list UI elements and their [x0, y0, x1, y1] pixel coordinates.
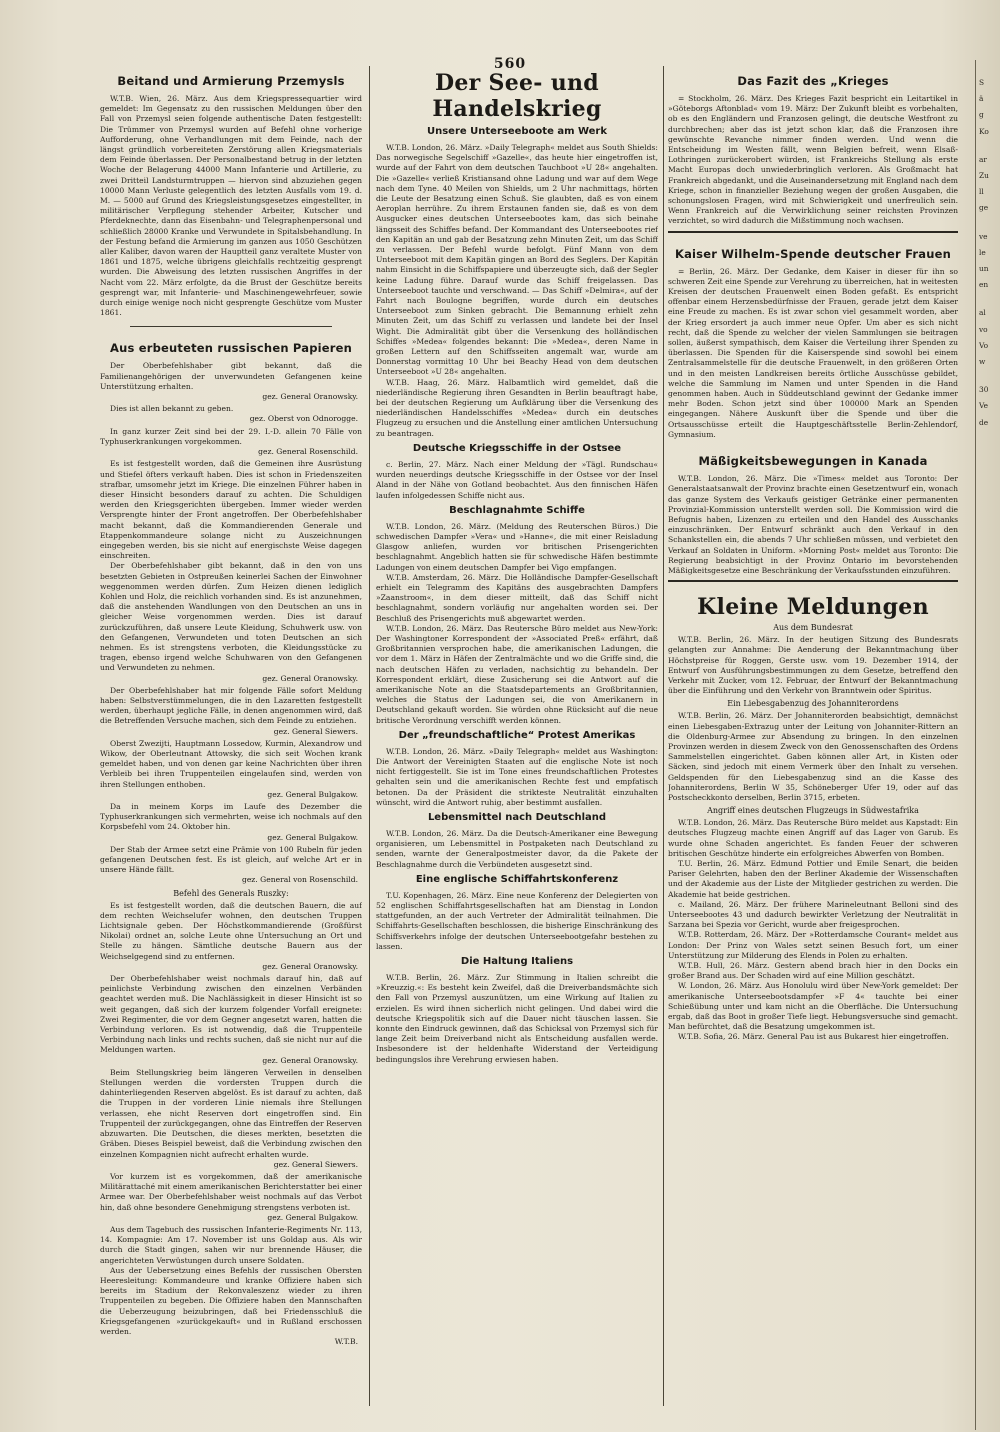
column-rule-2 [663, 66, 664, 1406]
section-heading: Ein Liebesgabenzug des Johanniterordens [727, 699, 899, 709]
article-paragraph: W.T.B. Sofia, 26. März. General Pau ist aus Bukarest hier eingetroffen. [678, 1032, 949, 1042]
edge-fragment: S [979, 78, 985, 87]
article-paragraph: Beim Stellungskrieg beim längeren Verweilen in denselben Stellungen werden die vordersten Truppen durch die dahinterliegenden Reserven abgelöst. Es ist darauf zu achten, daß die Truppen in der vorderen Linie niemals ihre Stellungen verlassen, ehe nicht Reserven dort eingetroffen sind. Ein Truppenteil der zurückgegangen, ohne das Eintreffen der Reserven abzuwarten. Die Deutschen, die dieses merkten, besetzten die Gräben. Dieses Beispiel beweist, daß die Verbindung zwischen den einzelnen Kompagnien nicht aufrecht erhalten wurde. [100, 1067, 362, 1159]
article-paragraph: W.T.B. Amsterdam, 26. März. Die Holländische Dampfer-Gesellschaft erhielt ein Telegramm des Kapitäns des ausgebrachten Dampfers »Zaanstroom«, in dem dieser mitteilt, daß das Schiff nicht beschlagnahmt, sondern vorläufig nur angehalten worden sei. Der Beschluß des Prisengerichts muß abgewartet werden. [376, 572, 658, 623]
article-paragraph: Da in meinem Korps im Laufe des Dezember die Typhuserkrankungen sich vermehrten, weise ich nochmals auf den Korpsbefehl vom 24. Oktober hin. [100, 802, 362, 832]
article-paragraph: Aus dem Tagebuch des russischen Infanterie-Regiments Nr. 113, 14. Kompagnie: Am 17. November ist uns Goldap aus. Als wir durch die Stadt gingen, sahen wir nur brennende Häuser, die angerichteten Verwüstungen durch unsere Soldaten. [100, 1224, 362, 1265]
edge-fragment: ä [979, 94, 984, 104]
column-4-edge [975, 60, 1000, 1430]
edge-fragment: vo [979, 324, 988, 334]
headline-kanada: Mäßigkeitsbewegungen in Kanada [698, 454, 928, 469]
headline-kaiser-spende: Kaiser Wilhelm-Spende deutscher Frauen [674, 246, 952, 261]
article-paragraph: W.T.B. London, 26. März. »Daily Telegraph« meldet aus South Shields: Das norwegische Segelschiff »Gazelle«, das heute hier eingetroffen ist, wurde auf der Fahrt von dem deutschen Tauchboot »U 28« angehalten. Die »Gazelle« verließ Kristiansand ohne Ladung und war auf dem Wege nach dem Tyne. 40 Meilen von Shields, um 2 Uhr nachmittags, hörten die Leute der Besatzung einen Schuß. Sie glaubten, daß es von einem Aeroplan herrühre. Zu ihrem Erstaunen fanden sie, daß es von dem Ausgucker eines deutschen Unterseebootes kam, das sich beinahe längsseit des Schiffes befand. Der Kommandant des Unterseebootes rief den Kapitän an und gab der Besatzung zehn Minuten Zeit, um das Schiff zu verlassen. Der Befehl wurde befolgt. Fünf Mann von dem Unterseeboot mit dem Kapitän gingen an Bord des Seglers. Der Kapitän nahm Einsicht in die Schiffspapiere und überzeugte sich, daß der Segler keine Ladung führe. Darauf wurde das Schiff freigelassen. Das Unterseeboot tauchte und verschwand. — Das Schiff »Delmira«, auf der Fahrt nach Boulogne begriffen, wurde durch ein deutsches Unterseeboot zum Sinken gebracht. Die Bemannung erhielt zehn Minuten Zeit, um das Schiff zu verlassen und landete bei der Insel Wight. Die Admiralität gibt über die Versenkung des holländischen Schiffes »Medea« folgendes bekannt: Die »Medea«, deren Name in großen Lettern auf den Schiffsseiten angemalt war, wurde am Donnerstag vormittag 10 Uhr bei Beachy Head von dem deutschen Unterseeboot »U 28« angehalten. [376, 143, 658, 377]
headline-fazit: Das Fazit des „Krieges [737, 74, 889, 88]
edge-fragment: al [979, 308, 986, 318]
article-paragraph: W.T.B. London, 26. März. Da die Deutsch-Amerikaner eine Bewegung organisieren, um Lebensmittel in Postpaketen nach Deutschland zu senden, warnte der Generalpostmeister davor, da die Pakete der Beschlagnahme durch die Verbündeten ausgesetzt sind. [376, 828, 658, 869]
article-paragraph: W.T.B. London, 26. März. (Meldung des Reuterschen Büros.) Die schwedischen Dampfer »Vera« und »Hanne«, die mit einer Reisladung Glasgow anliefen, wurden vor britischen Prisengerichten beschlagnahmt. Angeblich hatten sie für schwedische Häfen bestimmte Ladungen von einem deutschen Dampfer bei Vigo empfangen. [376, 521, 658, 572]
headline-kleine-meldungen: Kleine Meldungen [697, 594, 929, 621]
article-paragraph: = Stockholm, 26. März. Des Krieges Fazit bespricht ein Leitartikel in »Göteborgs Aftonblad« vom 19. März: Der Zukunft bleibt es vorbehalten, ob es den Engländern und Franzosen gelingt, die deutsche Westfront zu durchbrechen; aber das ist jetzt schon klar, daß die Franzosen ihre gewünschte Revanche nimmer finden werden. Und wenn die Entscheidung im Westen fällt, wenn Belgien befreit, wenn Elsaß-Lothringen zurückerobert würden, ist Frankreichs Stellung als erste Macht Europas doch unwiederbringlich verloren. Als Großmacht hat Frankreich abgedankt, und die Auseinandersetzung mit England nach dem Kriege, schon in finanzieller Beziehung wegen der großen Ausgaben, die schonungslosen Fragen, wird mit Schwierigkeit und unerfreulich sein. Wenn Frankreich auf die Verwirklichung seiner reichsten Provinzen verzichtet, so wird dadurch die Mißstimmung noch wachsen. [668, 94, 958, 226]
signature: gez. Oberst von Odnorogge. [249, 414, 358, 424]
edge-fragment: 30 [979, 385, 989, 395]
edge-fragment: w [979, 357, 986, 367]
column-rule-1 [369, 66, 370, 1406]
main-headline: Der See- und Handelskrieg [432, 70, 602, 122]
article-paragraph: W.T.B. London, 26. März. Die »Times« meldet aus Toronto: Der Generalstaatsanwalt der Provinz brachte einen Gesetzentwurf ein, wonach das ganze System des Verkaufs geistiger Getränke einer permanenten Provinzial-Kommission unterstellt werden soll. Die Kommission wird die Befugnis haben, Lizenzen zu erteilen und den Handel des Ausschanks einzuschränken. Der Entwurf schränkt auch den Verkauf in den Schankstellen ein, die abends 7 Uhr schließen müssen, und verbietet den Verkauf an Soldaten in Uniform. »Morning Post« meldet aus Toronto: Die Regierung beabsichtigt in der Provinz Ontario im bevorstehenden Mäßigkeitsgesetze eine Beschränkung der Verkaufsstunden einzuführen. [668, 474, 958, 575]
edge-fragment: un [979, 264, 989, 274]
signature: gez. General Siewers. [273, 1159, 358, 1169]
article-paragraph: W.T.B. Berlin, 26. März. Zur Stimmung in Italien schreibt die »Kreuzzig.«: Es besteht kein Zweifel, daß die Dreiverbandsmächte sich den Fall von Przemysl auszunützen, um eine Wirkung auf Italien zu erzielen. Es wird ihnen sicherlich nicht gelingen. Und dabei wird die deutsche Kriegspolitik sich auf die Dauer nicht täuschen lassen. Sie konnte den Eindruck gewinnen, daß das Schicksal von Przemysl sich für lange Zeit beim Dreiverband nicht als Entscheidung ausfallen werde. Insbesondere ist der heldenhafte Widerstand der Verteidigung bedingungslos ihre Verehrung erwiesen haben. [376, 973, 658, 1064]
edge-fragment: en [979, 280, 989, 290]
article-paragraph: W.T.B. Rotterdam, 26. März. Der »Rotterdamsche Courant« meldet aus London: Der Prinz von Wales setzt seinen Besuch fort, um einer Unterstützung zur Milderung des Elends in Polen zu erhalten. [668, 930, 958, 960]
article-paragraph: c. Mailand, 26. März. Der frühere Marineleutnant Belloni sind des Unterseebootes 43 und dadurch bewirkter Verletzung der Neutralität in Sarzana bei Spezia vor Gericht, wurde aber freigesprochen. [668, 899, 958, 930]
edge-fragment: Ko [979, 126, 989, 136]
article-paragraph: In ganz kurzer Zeit sind bei der 29. I.-D. allein 70 Fälle von Typhuserkrankungen vorgekommen. [100, 426, 362, 446]
article-paragraph: Der Oberbefehlshaber hat mir folgende Fälle sofort Meldung haben: Selbstverstümmelungen, die in den Lazaretten festgestellt werden, überhaupt jegliche Fälle, in denen angenommen wird, daß die Betreffenden Versuche machen, sich dem Feinde zu entziehen. [100, 685, 362, 726]
article-paragraph: Vor kurzem ist es vorgekommen, daß der amerikanische Militärattaché mit einem amerikanischen Berichterstatter bei einer Armee war. Der Oberbefehlshaber weist nochmals auf das Verbot hin, daß ohne besondere Genehmigung strengstens verboten ist. [100, 1171, 362, 1212]
article-paragraph: W.T.B. Hull, 26. März. Gestern abend brach hier in den Docks ein großer Brand aus. Der Schaden wird auf eine Million geschätzt. [668, 961, 958, 981]
edge-fragment: ll [979, 187, 984, 197]
edge-text-lines [976, 78, 1000, 428]
article-paragraph: Der Oberbefehlshaber weist nochmals darauf hin, daß auf peinlichste Verbindung zwischen den einzelnen Verbänden geachtet werden muß. Die Nachlässigkeit in dieser Hinsicht ist so weit gegangen, daß sich der kurzem folgender Vorfall ereignete: Zwei Regimenter, die vor dem Gegner angesetzt waren, hatten die Verbindung verloren. Es ist notwendig, daß die Truppenteile Verbindung nach links und rechts suchen, daß sie nicht nur auf die Meldungen warten. [100, 974, 362, 1055]
subheadline: Der „freundschaftliche“ Protest Amerikas [398, 729, 636, 741]
section-heading: Angriff eines deutschen Flugzeugs in Südwestafrika [707, 806, 919, 816]
article-paragraph: = Berlin, 26. März. Der Gedanke, dem Kaiser in dieser für ihn so schweren Zeit eine Spende zur Verehrung zu überreichen, hat in weitesten Kreisen der deutschen Frauenwelt einen Boden gefaßt. Es entspricht offenbar einem Herzensbedürfnisse der Frauen, gerade jetzt dem Kaiser eine Freude zu machen. Es ist zwar schon viel gesammelt worden, aber der Krieg ersordert ja auch immer neue Opfer. Um aber es sich nicht recht, daß die Spende zu welcher der vielen Sammlungen sie beitragen sollen, äußerst sympathisch, dem Kaiser die Verteilung ihrer Spenden zu überlassen. Die Spenden für die Kaiserspende sind sowohl bei einem Zentralsammelstelle für die deutsche Frauenwelt, in den größeren Orten und in den meisten Landkreisen bereits örtliche Ausschüsse gebildet, welche die Sammlung im Namen und unter Spenden in die Hand genommen haben. Auch in Süddeutschland gewinnt der Gedanke immer mehr Boden. Schon jetzt sind über 100000 Mark an Spenden eingegangen. Nähere Auskunft über die Spende und über die Ortsausschüsse erteilt die Hauptgeschäftsstelle Berlin-Zehlendorf, Gymnasium. [668, 266, 958, 439]
article-paragraph: Dies ist allen bekannt zu geben. [110, 404, 234, 414]
edge-fragment: ve [979, 231, 988, 241]
article-paragraph: Aus der Uebersetzung eines Befehls der russischen Obersten Heeresleitung: Kommandeure und kranke Offiziere haben sich bereits im Stadium der Rekonvaleszenz wieder zu ihren Truppenteilen zu begeben. Die Offiziere haben den Mannschaften die Ueberzeugung beizubringen, daß bei Friedensschluß die Kriegsgefangenen »zurückgekauft« und in Rußland erschossen werden. [100, 1265, 362, 1336]
divider [130, 326, 332, 327]
signature: gez. General Bulgakow. [267, 832, 358, 842]
divider [668, 580, 958, 582]
subheadline: Lebensmittel nach Deutschland [427, 811, 607, 823]
article-paragraph: W.T.B. Wien, 26. März. Aus dem Kriegspressequartier wird gemeldet: Im Gegensatz zu den russischen Meldungen über den Fall von Przemysl seien folgende authentische Daten festgestellt: Die Trümmer von Przemysl wurden auf Befehl ohne vorherige Aufforderung, ohne Verhandlungen mit dem Feinde, nach der längst gründlich vorbereiteten Zerstörung allen Kriegsmaterials dem Feinde überlassen. Der Personalbestand betrug in der letzten Woche der Belagerung 44000 Mann Infanterie und Artillerie, zu zwei Dritteil Landsturmtruppen — hiervon sind abzuziehen gegen 10000 Mann Verluste gelegentlich des letzten Ausfalls vom 19. d. M. — 5000 auf Grund des Kriegsleistungsgesetzes eingestellter, in militärischer Verpflegung stehender Arbeiter, Kutscher und Pferdeknechte, dann das Eisenbahn- und Telegraphenpersonal und schließlich 28000 Kranke und Verwundete in Spitalsbehandlung. In der Festung befand die Armierung im ganzen aus 1050 Geschützen aller Kaliber, davon waren der Hauptteil ganz veraltete Muster von 1861 und 1875, welche übrigens gleichfalls rechtzeitig gesprengt wurden. Die Abweisung des letzten russischen Angriffes in der Nacht vom 22. März erfolgte, da die Brust der Geschütze bereits gesprengt war, mit Infanterie- und Maschinengewehrfeuer, sowie durch einige wenige noch nicht gesprengte Geschütze vom Muster 1861. [100, 94, 362, 318]
article-paragraph: W.T.B. London, 26. März. »Daily Telegraph« meldet aus Washington: Die Antwort der Vereinigten Staaten auf die englische Note ist noch nicht fertiggestellt. Sie ist im Tone eines freundschaftlichen Protestes gehalten sein und die amerikanischen Rechte fest und empfatisch betonen. Da der Präsident die strikteste Neutralität einzuhalten wünscht, wird die Antwort ruhig, aber bestimmt ausfallen. [376, 746, 658, 807]
section-heading: Aus dem Bundesrat [773, 623, 853, 633]
subheadline: Eine englische Schiffahrtskonferenz [415, 873, 619, 885]
signature: gez. General Bulgakow. [267, 789, 358, 799]
article-paragraph: T.U. Berlin, 26. März. Edmund Pottier und Emile Senart, die beiden Pariser Gelehrten, haben den der Berliner Akademie der Wissenschaften und der Akademie aus der Liste der Mitglieder gestrichen zu werden. Die Akademie hat beide gestrichen. [668, 858, 958, 899]
article-paragraph: c. Berlin, 27. März. Nach einer Meldung der »Tägl. Rundschau« wurden neuerdings deutsche Kriegsschiffe in der Ostsee vor der Insel Aland in der Nähe von Gotland beobachtet. Aus den finnischen Häfen laufen infolgedessen Schiffe nicht aus. [376, 459, 658, 500]
article-paragraph: W.T.B. Berlin, 26. März. Der Johanniterorden beabsichtigt, demnächst einen Liebesgaben-Extrazug unter der Leitung von Johanniter-Rittern an die Oldenburg-Armee zur Absendung zu bringen. In den einzelnen Provinzen werden in diesem Zweck von den Genossenschaften des Ordens Sammelstellen eingerichtet. Gaben können aller Art, in Kisten oder Säcken, sind jedoch mit einem Vermerk über den Inhalt zu versehen. Geldspenden für den Liebesgabenzug sind an die Kasse des Johanniterordens, Berlin W 35, Schöneberger Ufer 19, oder auf das Postscheckkonto derselben, Berlin 3715, erbeten. [668, 711, 958, 802]
article-paragraph: W.T.B. London, 26. März. Das Reutersche Büro meldet aus New-York: Der Washingtoner Korrespondent der »Associated Preß« erfährt, daß Großbritannien versprochen habe, die amerikanischen Ladungen, die vor dem 1. März in Häfen der Zentralmächte und wo die Griffe sind, die nach deutschen Häfen zu verladen, nachsichtig zu behandeln. Der Korrespondent erklärt, diese Zusicherung sei die Antwort auf die amerikanische Note an die Staatsdepartements an Großbritannien, welches die Status der Ladungen sei, die von Amerikanern in Deutschland gekauft worden. Sie würden ohne Rücksicht auf die neue britische Verordnung verschifft werden können. [376, 623, 658, 725]
signature: gez. General von Rosenschild. [241, 875, 358, 885]
subheadline: Deutsche Kriegsschiffe in der Ostsee [412, 442, 622, 454]
article-paragraph: W.T.B. Haag, 26. März. Halbamtlich wird gemeldet, daß die niederländische Regierung ihren Gesandten in Berlin beauftragt habe, bei der deutschen Regierung um Aufklärung über die Versenkung des niederländischen Handelsschiffes »Medea« durch ein deutsches Flugzeug zu ersuchen und die Anstellung einer amtlichen Untersuchung zu beantragen. [376, 377, 658, 438]
edge-fragment: ar [979, 154, 987, 164]
column-1 [100, 60, 362, 1430]
edge-fragment: g [979, 110, 984, 120]
signature: gez. General Oranowsky. [262, 1055, 358, 1065]
article-paragraph: Der Stab der Armee setzt eine Prämie von 100 Rubeln für jeden gefangenen Deutschen fest. Es ist gleich, auf welche Art er in unsere Hände fällt. [100, 844, 362, 875]
article-paragraph: W.T.B. London, 26. März. Das Reutersche Büro meldet aus Kapstadt: Ein deutsches Flugzeug machte einen Angriff auf das Lager von Garub. Es wurde ohne Schaden angerichtet. Es fanden Feuer der schweren britischen Geschütze hinderte ein erfolgreiches Abwerfen von Bomben. [668, 818, 958, 858]
signature: W.T.B. [334, 1337, 358, 1347]
edge-fragment: ge [979, 203, 989, 213]
column-3 [668, 60, 958, 1430]
article-paragraph: Der Oberbefehlshaber gibt bekannt, daß in den von uns besetzten Gebieten in Ostpreußen keinerlei Sachen der Einwohner weggenommen werden dürfen. Zum Heizen dienen lediglich Kohlen und Holz, die reichlich vorhanden sind. Es ist anzunehmen, daß die anstehenden Wandlungen von den Deutschen an uns in gleicher Weise vorgenommen werden. Dies ist darauf zurückzuführen, daß unsere Leute Kleidung, Schuhwerk usw. von den Gefangenen, Verwundeten und toten Deutschen an sich nehmen. Es ist strengstens verboten, die Kleidungsstücke zu tragen, ebenso irgend welche Schuhwaren von den Gefangenen und Verwundeten zu nehmen. [100, 561, 362, 673]
column-2 [376, 60, 658, 1430]
article-paragraph: Es ist festgestellt worden, daß die Gemeinen ihre Ausrüstung und Stiefel öfters verkauft haben. Dies ist schon in Friedenszeiten strafbar, umsomehr jetzt im Kriege. Die einzelnen Führer haben in dieser Hinsicht besonders darauf zu achten. Die Schuldigen werden den Kriegsgerichten übergeben. Immer wieder werden Versprengte hinter der Front angetroffen. Der Oberbefehlshaber macht bekannt, daß die Kommandierenden Generale und Etappenkommandeure solange nicht zu Auszeichnungen eingegeben werden, bis sie nicht auf energischste Weise dagegen einschreiten. [100, 459, 362, 561]
article-paragraph: Es ist festgestellt worden, daß die deutschen Bauern, die auf dem rechten Weichselufer wohnen, den deutschen Truppen Lichtsignale geben. Der Höchstkommandierende (Großfürst Nikolai) ordnet an, solche Leute ohne Untersuchung an Ort und Stelle zu hängen. Sämtliche deutsche Bauern aus der Weichselgegend sind zu entfernen. [100, 900, 362, 961]
headline-przemysl: Beitand und Armierung Przemysls [117, 74, 345, 88]
edge-fragment: Zu [979, 171, 989, 181]
headline-russian-papers: Aus erbeuteten russischen Papieren [109, 341, 353, 356]
article-paragraph: Oberst Zwezijti, Hauptmann Lossedow, Kurmin, Alexandrow und Wikow, der Oberleutnant Attowsky, die sich seit Wochen krank gemeldet haben, und von denen gar keine Nachrichten über ihren Verbleib bei ihren Truppenteilen eingelaufen sind, werden von ihren Stellungen enthoben. [100, 738, 362, 789]
signature: gez. General Oranowsky. [262, 392, 358, 402]
order-heading: Befehl des Generals Ruszky: [173, 888, 289, 898]
signature: gez. General Oranowsky. [262, 961, 358, 971]
article-paragraph: W.T.B. Berlin, 26. März. In der heutigen Sitzung des Bundesrats gelangten zur Annahme: Die Aenderung der Bekanntmachung über Höchstpreise für Roggen, Gerste usw. vom 19. Dezember 1914, der Entwurf von Ausführungsbestimmungen zu dem Gesetze, betreffend den Verkehr mit Zucker, vom 12. Februar, der Entwurf der Bekanntmachung über die Einführung und den Verkehr von Branntwein oder Spiritus. [668, 635, 958, 696]
edge-fragment: le [979, 247, 986, 257]
subheadline: Unsere Unterseeboote am Werk [426, 126, 608, 137]
signature: gez. General Rosenschild. [258, 447, 358, 457]
signature: gez. General Bulgakow. [267, 1212, 358, 1222]
article-paragraph: W. London, 26. März. Aus Honolulu wird über New-York gemeldet: Der amerikanische Unterseebootsdampfer »F 4« tauchte bei einer Schießübung unter und kam nicht an die Oberfläche. Die Untersuchung ergab, daß das Boot in großer Tiefe liegt. Hebungsversuche sind gemacht. Man befürchtet, daß die Besatzung umgekommen ist. [668, 981, 958, 1032]
edge-fragment: Vo [979, 340, 989, 350]
subheadline: Beschlagnahmte Schiffe [449, 504, 585, 516]
divider [668, 231, 958, 233]
subheadline: Die Haltung Italiens [460, 956, 574, 968]
page-number: 560 [493, 56, 527, 72]
article-paragraph: T.U. Kopenhagen, 26. März. Eine neue Konferenz der Delegierten von 52 englischen Schiffahrtsgesellschaften hat am Dienstag in London stattgefunden, an der auch Vertreter der Admiralität teilnahmen. Die Schiffahrts-Gesellschaften beschlossen, die bisherige Einschränkung des Schiffsverkehrs infolge der deutschen Unterseebootgefahr bestehen zu lassen. [376, 890, 658, 951]
signature: gez. General Siewers. [273, 726, 358, 736]
article-paragraph: Der Oberbefehlshaber gibt bekannt, daß die Familienangehörigen der unverwundeten Gefangenen keine Unterstützung erhalten. [100, 361, 362, 391]
edge-fragment: Ve [979, 401, 989, 411]
edge-fragment: de [979, 417, 989, 427]
signature: gez. General Oranowsky. [262, 673, 358, 683]
